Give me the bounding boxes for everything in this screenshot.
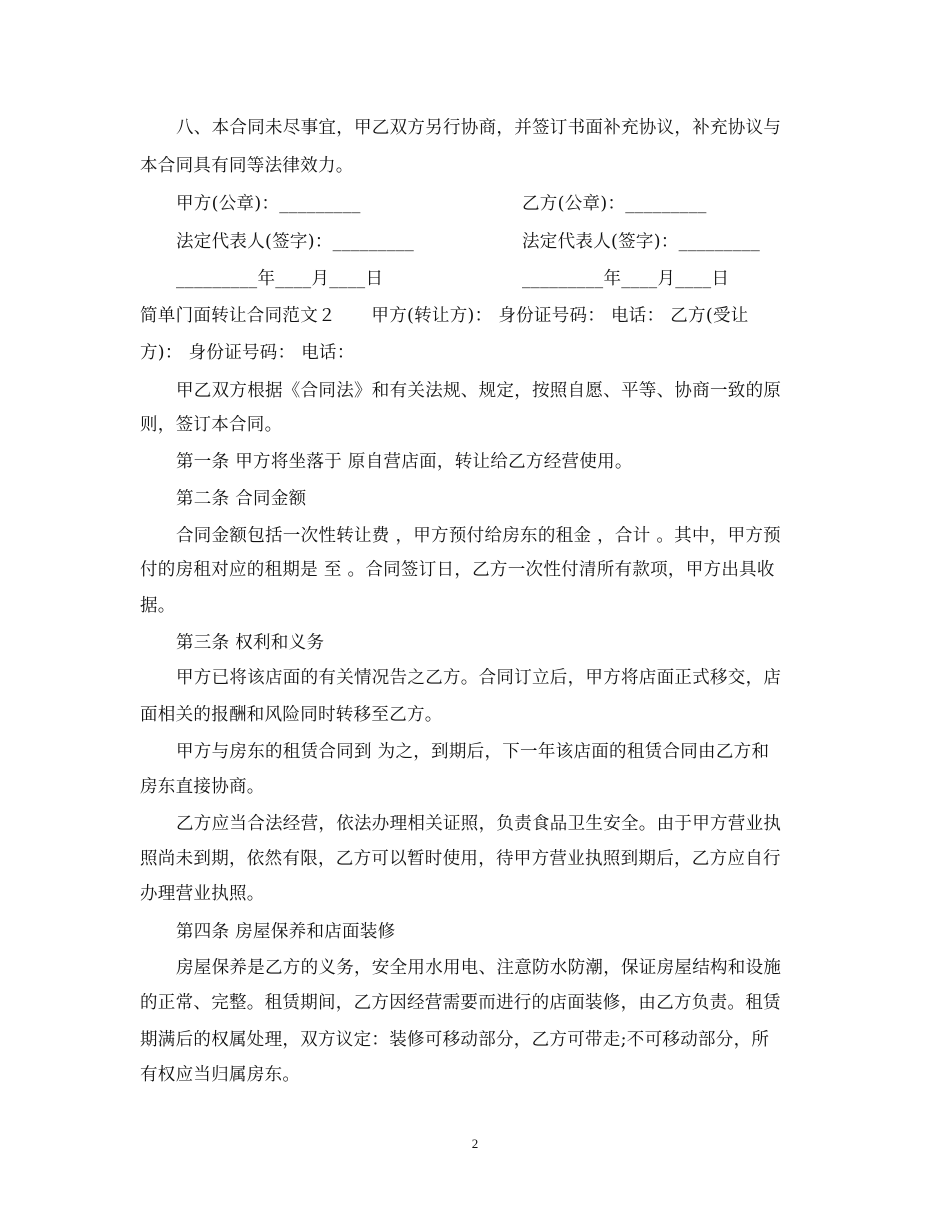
- article-2-line-2: 付的房租对应的租期是 至 。合同签订日，乙方一次性付清所有款项，甲方出具收: [140, 560, 775, 580]
- article-2-line-1: 合同金额包括一次性转让费 ，甲方预付给房东的租金 ，合计 。其中，甲方预: [176, 526, 781, 546]
- page-number: 2: [471, 1136, 479, 1151]
- article-3-p2-line-2: 房东直接协商。: [140, 777, 265, 797]
- article-3-p1-line-2: 面相关的报酬和风险同时转移至乙方。: [140, 705, 443, 725]
- intro-line-2: 则，签订本合同。: [140, 415, 283, 435]
- article-3-title: 第三条 权利和义务: [176, 633, 325, 653]
- clause-8-line-2: 本合同具有同等法律效力。: [140, 156, 354, 176]
- article-3-p3-line-3: 办理营业执照。: [140, 884, 265, 904]
- clause-8-line-1: 八、本合同未尽事宜，甲乙双方另行协商，并签订书面补充协议，补充协议与: [176, 118, 782, 138]
- article-2-line-3: 据。: [140, 596, 176, 616]
- article-4-line-1: 房屋保养是乙方的义务，安全用水用电、注意防水防潮，保证房屋结构和设施: [176, 958, 782, 978]
- article-4-line-2: 的正常、完整。租赁期间，乙方因经营需要而进行的店面装修，由乙方负责。租赁: [140, 993, 781, 1013]
- party-b-date: _________年____月____日: [522, 269, 730, 289]
- article-3-p2-line-1: 甲方与房东的租赁合同到 为之，到期后，下一年该店面的租赁合同由乙方和: [176, 742, 770, 762]
- article-1: 第一条 甲方将坐落于 原自营店面，转让给乙方经营使用。: [176, 452, 633, 472]
- article-3-p1-line-1: 甲方已将该店面的有关情况告之乙方。合同订立后，甲方将店面正式移交，店: [176, 668, 782, 688]
- party-b-seal: 乙方(公章)：_________: [522, 194, 707, 214]
- article-3-p3-line-2: 照尚未到期，依然有限，乙方可以暂时使用，待甲方营业执照到期后，乙方应自行: [140, 849, 781, 869]
- party-a-date: _________年____月____日: [176, 269, 384, 289]
- intro-line-1: 甲乙双方根据《合同法》和有关法规、规定，按照自愿、平等、协商一致的原: [176, 381, 782, 401]
- party-a-seal: 甲方(公章)：_________: [176, 194, 361, 214]
- party-a-representative: 法定代表人(签字)：_________: [176, 232, 415, 252]
- article-3-p3-line-1: 乙方应当合法经营，依法办理相关证照，负责食品卫生安全。由于甲方营业执: [176, 814, 782, 834]
- article-4-line-4: 有权应当归属房东。: [140, 1065, 301, 1085]
- sample-2-header-line-2: 方)： 身份证号码： 电话：: [140, 343, 355, 363]
- party-b-representative: 法定代表人(签字)：_________: [522, 232, 761, 252]
- article-4-line-3: 期满后的权属处理，双方议定：装修可移动部分，乙方可带走;不可移动部分，所: [140, 1030, 770, 1050]
- article-4-title: 第四条 房屋保养和店面装修: [176, 922, 396, 942]
- article-2-title: 第二条 合同金额: [176, 489, 307, 509]
- sample-2-header-line-1: 简单门面转让合同范文２ 甲方(转让方)： 身份证号码： 电话： 乙方(受让: [140, 306, 749, 326]
